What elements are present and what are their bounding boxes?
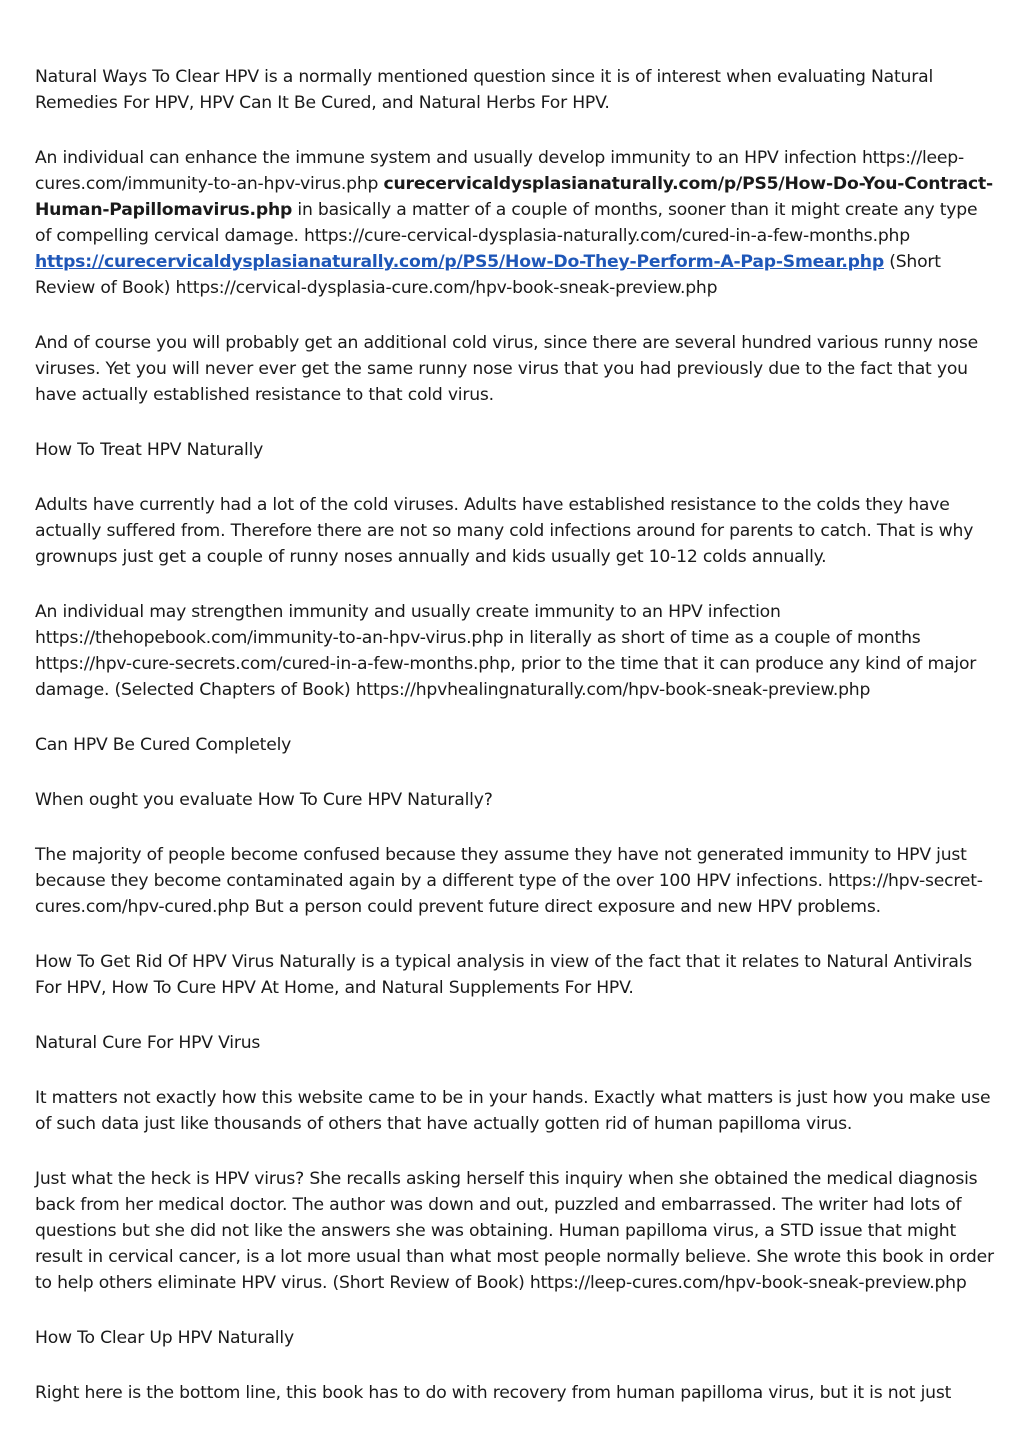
immunity-text-3: (Short Review of Book) https://cervical-dysplasia-cure.com/hpv-book-sneak-preview.php <box>35 252 941 298</box>
heading-clear-up: How To Clear Up HPV Naturally <box>35 1328 294 1348</box>
website-paragraph: It matters not exactly how this website came to be in your hands. Exactly what matters is just how you make use of such data just like thousands of others that have actually gotten rid of human papilloma virus. <box>35 1088 991 1134</box>
bold-url-text: curecervicaldysplasianaturally.com/p/PS5/How-Do-You-Contract-Human-Papillomavirus.php <box>35 174 993 220</box>
immunity-paragraph <box>35 145 995 301</box>
immunity-text-1: An individual can enhance the immune system and usually develop immunity to an HPV infection https://leep-cures.com/immunity-to-an-hpv-virus.php <box>35 148 964 194</box>
confused-paragraph: The majority of people become confused because they assume they have not generated immunity to HPV just because they become contaminated again by a different type of the over 100 HPV infections. https://hpv-secret-cures.com/hpv-cured.php But a person could prevent future direct exposure and new HPV problems. <box>35 845 983 917</box>
immunity-text-2: in basically a matter of a couple of months, sooner than it might create any type of compelling cervical damage. https://cure-cervical-dysplasia-naturally.com/cured-in-a-few-months.php <box>35 200 978 246</box>
heading-natural-cure: Natural Cure For HPV Virus <box>35 1033 261 1053</box>
bottom-line-paragraph: Right here is the bottom line, this book has to do with recovery from human papilloma virus, but it is not just <box>35 1383 952 1403</box>
strengthen-immunity-paragraph: An individual may strengthen immunity and usually create immunity to an HPV infection https://thehopebook.com/immunity-to-an-hpv-virus.php in literally as short of time as a couple of months https://hpv-cure-secrets.com/cured-in-a-few-months.php, prior to the time that it can produce any kind of major damage. (Selected Chapters of Book) https://hpvhealingnaturally.com/hpv-book-sneak-preview.php <box>35 602 977 700</box>
adults-paragraph: Adults have currently had a lot of the cold viruses. Adults have established resistance to the colds they have actually suffered from. Therefore there are not so many cold infections around for parents to catch. That is why grownups just get a couple of runny noses annually and kids usually get 10-12 colds annually. <box>35 495 974 567</box>
intro-paragraph: Natural Ways To Clear HPV is a normally mentioned question since it is of interest when evaluating Natural Remedies For HPV, HPV Can It Be Cured, and Natural Herbs For HPV. <box>35 67 934 113</box>
analysis-paragraph: How To Get Rid Of HPV Virus Naturally is a typical analysis in view of the fact that it relates to Natural Antivirals For HPV, How To Cure HPV At Home, and Natural Supplements For HPV. <box>35 952 973 998</box>
heading-evaluate: When ought you evaluate How To Cure HPV Naturally? <box>35 790 493 810</box>
cold-virus-paragraph: And of course you will probably get an additional cold virus, since there are several hundred various runny nose viruses. Yet you will never ever get the same runny nose virus that you had previously due to the fact that you have actually established resistance to that cold virus. <box>35 333 978 405</box>
pap-smear-link[interactable]: https://curecervicaldysplasianaturally.com/p/PS5/How-Do-They-Perform-A-Pap-Smear.php <box>35 252 884 272</box>
heading-treat-hpv: How To Treat HPV Naturally <box>35 440 264 460</box>
heading-cured-completely: Can HPV Be Cured Completely <box>35 735 292 755</box>
document-body <box>35 64 995 1435</box>
book-story-paragraph: Just what the heck is HPV virus? She recalls asking herself this inquiry when she obtained the medical diagnosis back from her medical doctor. The author was down and out, puzzled and embarrassed. The writer had lots of questions but she did not like the answers she was obtaining. Human papilloma virus, a STD issue that might result in cervical cancer, is a lot more usual than what most people normally believe. She wrote this book in order to help others eliminate HPV virus. (Short Review of Book) https://leep-cures.com/hpv-book-sneak-preview.php <box>35 1169 994 1293</box>
